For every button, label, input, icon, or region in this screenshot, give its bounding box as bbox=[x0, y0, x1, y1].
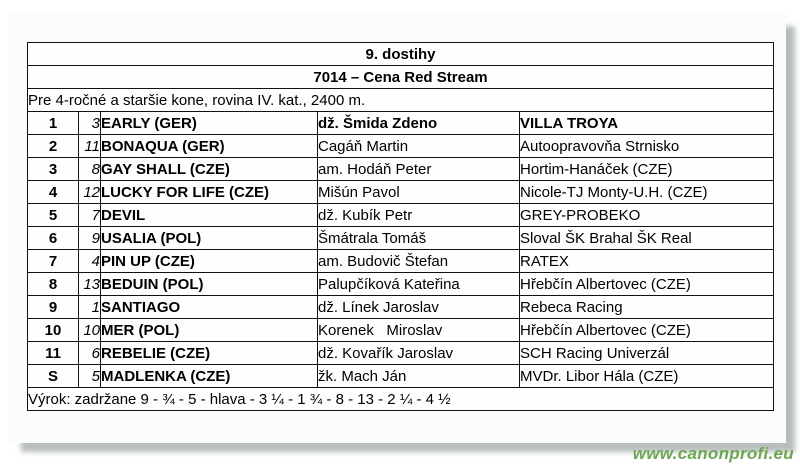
table-row bbox=[28, 227, 774, 250]
horse-name: GAY SHALL (CZE) bbox=[101, 158, 318, 181]
program-number: 11 bbox=[79, 135, 101, 158]
table-row bbox=[28, 158, 774, 181]
finish-position: 5 bbox=[28, 204, 79, 227]
race-verdict-row bbox=[28, 388, 774, 411]
program-number: 12 bbox=[79, 181, 101, 204]
table-row bbox=[28, 296, 774, 319]
table-row bbox=[28, 112, 774, 135]
table-row bbox=[28, 135, 774, 158]
race-subtitle: 7014 – Cena Red Stream bbox=[28, 66, 774, 89]
program-number: 5 bbox=[79, 365, 101, 388]
owner-name: GREY-PROBEKO bbox=[520, 204, 774, 227]
table-row bbox=[28, 181, 774, 204]
program-number: 8 bbox=[79, 158, 101, 181]
program-number: 4 bbox=[79, 250, 101, 273]
finish-position: 6 bbox=[28, 227, 79, 250]
jockey-name: žk. Mach Ján bbox=[318, 365, 520, 388]
horse-name: PIN UP (CZE) bbox=[101, 250, 318, 273]
finish-position: S bbox=[28, 365, 79, 388]
owner-name: Hřebčín Albertovec (CZE) bbox=[520, 273, 774, 296]
jockey-name: am. Budovič Štefan bbox=[318, 250, 520, 273]
owner-name: VILLA TROYA bbox=[520, 112, 774, 135]
jockey-name: Mišún Pavol bbox=[318, 181, 520, 204]
race-title-row bbox=[28, 43, 774, 66]
finish-position: 11 bbox=[28, 342, 79, 365]
program-number: 7 bbox=[79, 204, 101, 227]
horse-name: LUCKY FOR LIFE (CZE) bbox=[101, 181, 318, 204]
horse-name: MADLENKA (CZE) bbox=[101, 365, 318, 388]
table-row bbox=[28, 365, 774, 388]
jockey-name: Korenek Miroslav bbox=[318, 319, 520, 342]
finish-position: 8 bbox=[28, 273, 79, 296]
jockey-name: Šmátrala Tomáš bbox=[318, 227, 520, 250]
finish-position: 9 bbox=[28, 296, 79, 319]
owner-name: Hřebčín Albertovec (CZE) bbox=[520, 319, 774, 342]
race-table bbox=[27, 42, 774, 411]
watermark-link[interactable]: www.canonprofi.eu bbox=[632, 444, 794, 463]
jockey-name: dž. Šmida Zdeno bbox=[318, 112, 520, 135]
table-row bbox=[28, 273, 774, 296]
table-row bbox=[28, 250, 774, 273]
horse-name: MER (POL) bbox=[101, 319, 318, 342]
program-number: 9 bbox=[79, 227, 101, 250]
race-verdict: Výrok: zadržane 9 - ¾ - 5 - hlava - 3 ¼ - 1 ¾ - 8 - 13 - 2 ¼ - 4 ½ bbox=[28, 388, 774, 411]
owner-name: SCH Racing Univerzál bbox=[520, 342, 774, 365]
program-number: 3 bbox=[79, 112, 101, 135]
jockey-name: dž. Kovařík Jaroslav bbox=[318, 342, 520, 365]
finish-position: 10 bbox=[28, 319, 79, 342]
owner-name: Nicole-TJ Monty-U.H. (CZE) bbox=[520, 181, 774, 204]
jockey-name: dž. Kubík Petr bbox=[318, 204, 520, 227]
owner-name: Autoopravovňa Strnisko bbox=[520, 135, 774, 158]
document-sheet bbox=[8, 13, 786, 443]
horse-name: BEDUIN (POL) bbox=[101, 273, 318, 296]
finish-position: 2 bbox=[28, 135, 79, 158]
table-row bbox=[28, 319, 774, 342]
horse-name: REBELIE (CZE) bbox=[101, 342, 318, 365]
race-conditions-row bbox=[28, 89, 774, 112]
owner-name: Sloval ŠK Brahal ŠK Real bbox=[520, 227, 774, 250]
program-number: 1 bbox=[79, 296, 101, 319]
jockey-name: Palupčíková Kateřina bbox=[318, 273, 520, 296]
race-title: 9. dostihy bbox=[28, 43, 774, 66]
owner-name: MVDr. Libor Hála (CZE) bbox=[520, 365, 774, 388]
jockey-name: am. Hodáň Peter bbox=[318, 158, 520, 181]
race-conditions: Pre 4-ročné a staršie kone, rovina IV. kat., 2400 m. bbox=[28, 89, 774, 112]
horse-name: EARLY (GER) bbox=[101, 112, 318, 135]
horse-name: USALIA (POL) bbox=[101, 227, 318, 250]
finish-position: 7 bbox=[28, 250, 79, 273]
program-number: 6 bbox=[79, 342, 101, 365]
finish-position: 4 bbox=[28, 181, 79, 204]
horse-name: SANTIAGO bbox=[101, 296, 318, 319]
owner-name: RATEX bbox=[520, 250, 774, 273]
owner-name: Rebeca Racing bbox=[520, 296, 774, 319]
table-row bbox=[28, 342, 774, 365]
program-number: 13 bbox=[79, 273, 101, 296]
horse-name: DEVIL bbox=[101, 204, 318, 227]
race-subtitle-row bbox=[28, 66, 774, 89]
owner-name: Hortim-Hanáček (CZE) bbox=[520, 158, 774, 181]
jockey-name: dž. Línek Jaroslav bbox=[318, 296, 520, 319]
horse-name: BONAQUA (GER) bbox=[101, 135, 318, 158]
table-row bbox=[28, 204, 774, 227]
program-number: 10 bbox=[79, 319, 101, 342]
finish-position: 3 bbox=[28, 158, 79, 181]
jockey-name: Cagáň Martin bbox=[318, 135, 520, 158]
finish-position: 1 bbox=[28, 112, 79, 135]
